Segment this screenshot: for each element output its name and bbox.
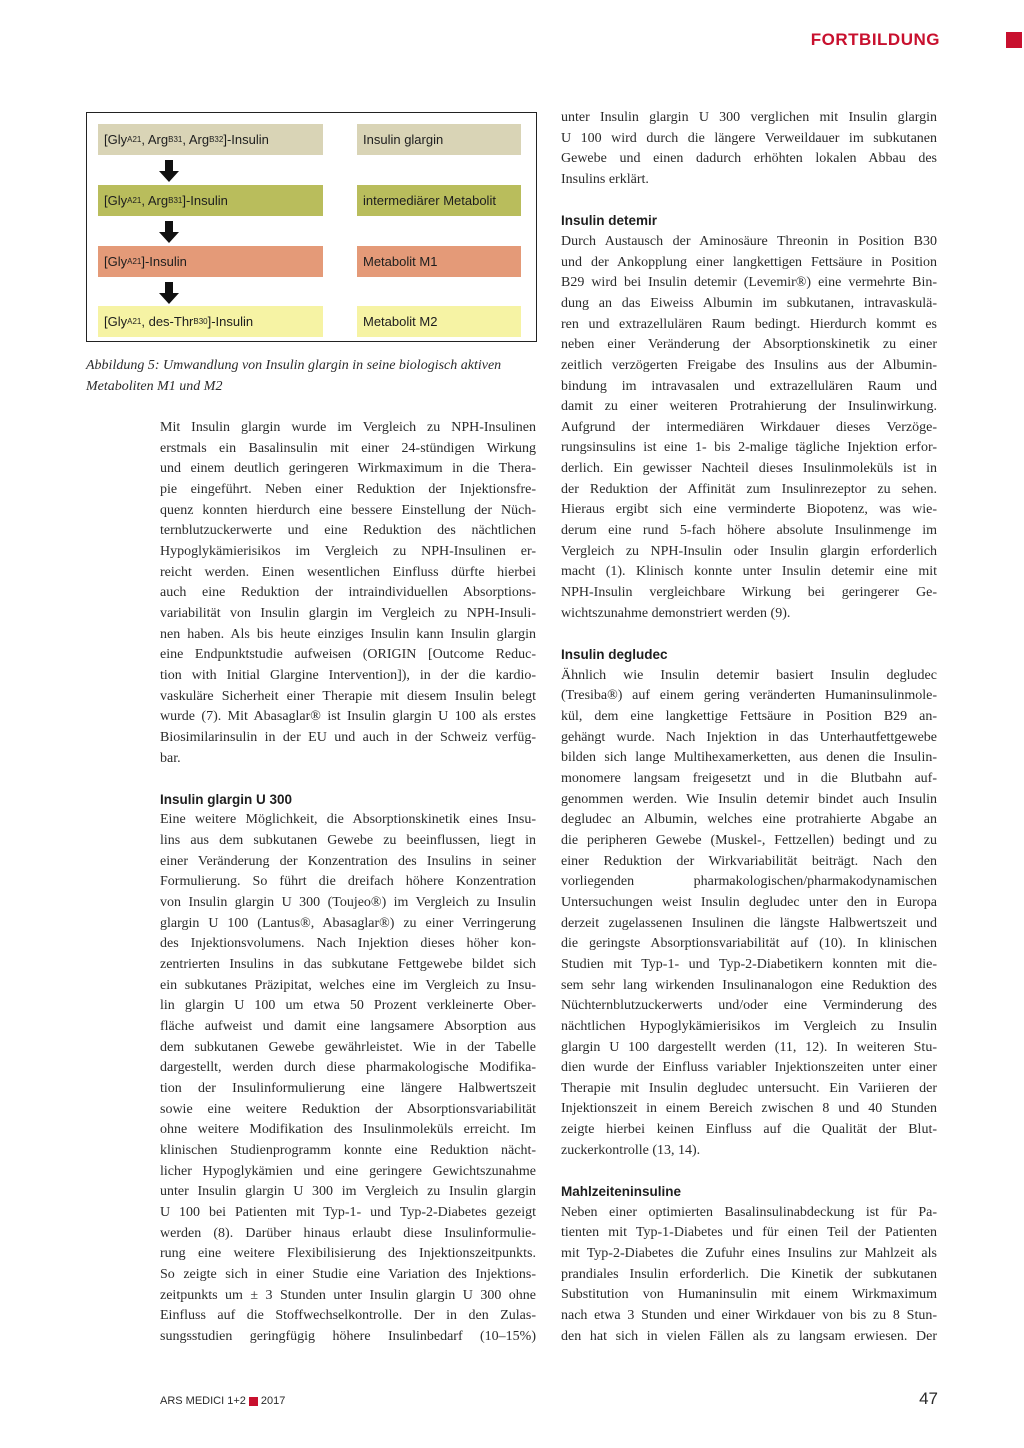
text-line: des Injektionsvolumens. Nach Injektion dieses höher kon- bbox=[160, 936, 536, 952]
paragraph-gap bbox=[561, 1161, 937, 1182]
insulin-structure-box: [Gly A21 , des-Thr B30 ]-Insulin bbox=[98, 306, 323, 337]
text-line: Untersuchungen weist Insulin degludec unter den in Europa bbox=[561, 894, 937, 910]
journal-name: ARS MEDICI 1+2 bbox=[160, 1395, 246, 1407]
text-line: und einem deutlich geringeren Wirkmaximum in die Thera- bbox=[160, 461, 536, 477]
text-line: kül, dem eine langkettige Fettsäure in Position B29 an- bbox=[561, 709, 937, 724]
text-line: und der Ankopplung einer langkettigen Fettsäure in Position bbox=[561, 254, 937, 270]
footer-journal bbox=[160, 1395, 285, 1407]
text-line: Nüchternblutzuckerwerts und/oder eine Verminderung des bbox=[561, 998, 937, 1014]
text-line: tienten mit Typ-1-Diabetes und für einen Teil der Patienten bbox=[561, 1225, 937, 1241]
text-line: sowie eine weitere Reduktion der Absorptionsvariabilität bbox=[160, 1101, 536, 1117]
text-line: unter Insulin glargin U 300 verglichen mit Insulin glargin bbox=[561, 110, 937, 125]
text-line: rung eine weitere Flexibilisierung des Injektionszeitpunkts. bbox=[160, 1246, 536, 1262]
text-line: dien wurde der Einfluss variabler Injektionszeiten unter einer bbox=[561, 1060, 937, 1076]
text-line: Eine weitere Möglichkeit, die Absorptionskinetik eines Insu- bbox=[160, 812, 536, 828]
text-line: Hieraus ergibt sich eine verminderte Biopotenz, was wie- bbox=[561, 502, 937, 518]
section-heading: Mahlzeiteninsuline bbox=[561, 1184, 682, 1200]
text-line: prandiales Insulin erforderlich. Die Kinetik der subkutanen bbox=[561, 1266, 937, 1282]
text-line: sungsstudien geringfügig höhere Insulinbedarf (10–15%) bbox=[160, 1328, 536, 1344]
text-line: variabilität von Insulin glargin im Vergleich zu NPH-Insuli- bbox=[160, 605, 536, 621]
text-line: Biosimilarinsulin in der EU und auch in der Schweiz verfüg- bbox=[160, 729, 536, 745]
text-line: degludec an Albumin, welches eine protrahierte Abgabe an bbox=[561, 812, 937, 828]
text-line: erstmals ein Basalinsulin mit einer 24-stündigen Wirkung bbox=[160, 440, 536, 456]
figure-caption: Abbildung 5: Umwandlung von Insulin glargin in seine biologisch aktiven Metaboliten M1 und M2 bbox=[86, 358, 502, 394]
text-line: Substitution von Humaninsulin mit einem Wirkmaximum bbox=[561, 1287, 937, 1303]
paragraph-gap bbox=[561, 624, 937, 645]
text-line: Vergleich zu NPH-Insulin oder Insulin glargin erforderlich bbox=[561, 543, 937, 559]
text-line: Hypoglykämierisikos im Vergleich zu NPH-Insulinen er- bbox=[160, 543, 536, 559]
text-line: vaskuläre Sicherheit einer Therapie mit diesem Insulin belegt bbox=[160, 688, 536, 704]
text-line: vorliegenden pharmakologischen/pharmakodynamischen bbox=[561, 874, 937, 890]
text-line: wurde (7). Mit Abasaglar® ist Insulin glargin U 100 als erstes bbox=[160, 709, 536, 725]
text-line: ternblutzuckerwerte und eine Reduktion des nächtlichen bbox=[160, 523, 536, 539]
insulin-structure-box: [Gly A21 ]-Insulin bbox=[98, 246, 323, 277]
text-line: B29 wird bei Insulin detemir (Levemir®) eine vermehrte Bin- bbox=[561, 275, 937, 291]
text-line: lins aus dem subkutanen Gewebe zu beeinflussen, liegt in bbox=[160, 833, 536, 849]
text-line: dargestellt, werden durch diese pharmakologische Modifika- bbox=[160, 1060, 536, 1076]
text-line: bilden sich lange Multihexamerketten, aus denen die Insulin- bbox=[561, 750, 937, 766]
text-line: U 100 bei Patienten mit Typ-1- und Typ-2-Diabetes gezeigt bbox=[160, 1204, 536, 1220]
section-marker bbox=[1006, 32, 1022, 48]
text-line: U 100 wird durch die längere Verweildauer im subkutanen bbox=[561, 130, 937, 146]
text-line: tion with Initial Glargine Intervention]), in der die kardio- bbox=[160, 667, 536, 683]
text-line: lin glargin U 100 um etwa 50 Prozent verkleinerte Ober- bbox=[160, 998, 536, 1014]
text-line: reicht werden. Einen wesentlichen Einfluss dürfte hierbei bbox=[160, 564, 536, 580]
text-line: werden (8). Darüber hinaus erlaubt diese Insulinformulie- bbox=[160, 1225, 536, 1241]
journal-year: 2017 bbox=[260, 1395, 286, 1407]
text-line: auch eine Reduktion der intraindividuellen Absorptions- bbox=[160, 585, 536, 601]
text-line: Therapie mit Insulin degludec untersucht. Ein Variieren der bbox=[561, 1080, 937, 1096]
text-line: Insulins erklärt. bbox=[561, 171, 649, 187]
section-heading: Insulin degludec bbox=[561, 647, 668, 663]
text-line: glargin U 100 (Lantus®, Abasaglar®) zu einer Verringerung bbox=[160, 915, 536, 931]
footer-marker bbox=[249, 1397, 258, 1406]
metabolite-name-box: Metabolit M1 bbox=[357, 246, 521, 277]
text-line: bar. bbox=[160, 750, 181, 766]
text-line: Durch Austausch der Aminosäure Threonin in Position B30 bbox=[561, 233, 937, 249]
text-line: sem sehr lang wirkenden Insulinanalogon eine Reduktion des bbox=[561, 977, 937, 993]
text-line: zuckerkontrolle (13, 14). bbox=[561, 1142, 701, 1158]
right-column bbox=[561, 108, 937, 1347]
text-line: Injektionszeit in einem Bereich zwischen 8 und 40 Stunden bbox=[561, 1101, 937, 1117]
text-line: wichtszunahme demonstriert werden (9). bbox=[561, 605, 791, 621]
text-line: klinischen Studienprogramm konnte eine Reduktion nächt- bbox=[160, 1142, 536, 1158]
text-line: die geringste Absorptionsvariabilität auf (10). In klinischen bbox=[561, 936, 937, 952]
text-line: derum eine rund 5-fach höhere absolute Insulinmenge im bbox=[561, 523, 937, 539]
text-line: mit Typ-2-Diabetes die Zufuhr eines Insulins zur Mahlzeit als bbox=[561, 1246, 937, 1262]
text-line: einer Veränderung der Konzentration des Insulins in seiner bbox=[160, 853, 536, 869]
text-line: fläche aufweist und damit eine langsamere Absorption aus bbox=[160, 1019, 536, 1035]
insulin-structure-box: [Gly A21 , Arg B31 , Arg B32 ]-Insulin bbox=[98, 124, 323, 155]
text-line: nächtlichen Hypoglykämierisikos im Vergleich zu Insulin bbox=[561, 1018, 937, 1034]
text-line: derzeit zugelassenen Insulinen die längste Halbwertszeit und bbox=[561, 915, 937, 931]
text-line: glargin U 100 dargestellt werden (11, 12). In weiteren Stu- bbox=[561, 1039, 937, 1055]
text-line: Einfluss auf die Stoffwechselkontrolle. Der in den Zulas- bbox=[160, 1308, 536, 1324]
text-line: nen haben. Als bis heute einziges Insulin kann Insulin glargin bbox=[160, 626, 536, 642]
text-line: Studien mit Typ-1- und Typ-2-Diabetikern konnten mit die- bbox=[561, 956, 937, 972]
text-line: Neben einer optimierten Basalinsulinabdeckung ist für Pa- bbox=[561, 1204, 937, 1220]
text-line: (Tresiba®) auf einem gering veränderten Humaninsulinmole- bbox=[561, 688, 937, 704]
figure-5 bbox=[86, 112, 537, 342]
text-line: zeitpunkts um ± 3 Stunden unter Insulin glargin U 300 ohne bbox=[160, 1287, 536, 1303]
text-line: NPH-Insulin vergleichbare Wirkung bei geringerer Ge- bbox=[561, 585, 937, 601]
text-line: zentrierten Insulins in das subkutane Fettgewebe bildet sich bbox=[160, 957, 536, 973]
text-line: licher Hypoglykämien und eine geringere Gewichtszunahme bbox=[160, 1163, 536, 1179]
text-line: dem subkutanen Gewebe gewährleistet. Wie in der Tabelle bbox=[160, 1039, 536, 1055]
text-line: monomere langsam freigesetzt und in die Blutbahn auf- bbox=[561, 770, 937, 786]
section-heading: Insulin detemir bbox=[561, 213, 658, 229]
text-line: zeitlich verzögerten Freigabe des Insulins aus der Albumin- bbox=[561, 357, 937, 373]
metabolite-name-box: intermediärer Metabolit bbox=[357, 185, 521, 216]
text-line: derlich. Ein gewisser Nachteil dieses Insulinmoleküls ist in bbox=[561, 461, 937, 477]
text-line: dung an das Eiweiss Albumin im subkutanen, intravaskulä- bbox=[561, 295, 937, 311]
text-line: bindung im intravasalen und extrazellulären Raum und bbox=[561, 378, 937, 394]
page-number: 47 bbox=[919, 1389, 938, 1408]
text-line: Ähnlich wie Insulin detemir basiert Insulin degludec bbox=[561, 667, 937, 683]
text-line: gehängt wurde. Nach Injektion in das Unterhautfettgewebe bbox=[561, 729, 937, 745]
down-arrow-icon bbox=[159, 160, 179, 182]
text-line: der Reduktion der Affinität zum Insulinrezeptor zu sehen. bbox=[561, 481, 937, 497]
metabolite-name-box: Insulin glargin bbox=[357, 124, 521, 155]
text-line: quenz konnten hierdurch eine bessere Einstellung der Nüch- bbox=[160, 502, 536, 518]
text-line: neben einer Veränderung der Absorptionskinetik zu einer bbox=[561, 337, 937, 353]
text-line: genommen werden. Wie Insulin detemir bindet auch Insulin bbox=[561, 791, 937, 807]
text-line: Gewebe und einen dadurch erhöhten lokalen Abbau des bbox=[561, 151, 937, 167]
text-line: pie eingeführt. Neben einer Reduktion der Injektionsfre- bbox=[160, 481, 536, 497]
text-line: unter Insulin glargin U 300 im Vergleich zu Insulin glargin bbox=[160, 1184, 536, 1200]
text-line: macht (1). Klinisch konnte unter Insulin detemir eine mit bbox=[561, 564, 937, 580]
down-arrow-icon bbox=[159, 282, 179, 304]
left-column bbox=[160, 418, 536, 1348]
text-line: die peripheren Gewebe (Muskel-, Fettzellen) bedingt und zu bbox=[561, 832, 937, 848]
text-line: tion der Insulinformulierung eine längere Halbwertszeit bbox=[160, 1080, 536, 1096]
section-heading: Insulin glargin U 300 bbox=[160, 791, 293, 807]
text-line: Aufgrund der intermediären Wirkdauer dieses Verzöge- bbox=[561, 419, 937, 435]
text-line: einer Reduktion der Wirkvariabilität beiträgt. Nach den bbox=[561, 853, 937, 869]
text-line: von Insulin glargin U 300 (Toujeo®) im Vergleich zu Insulin bbox=[160, 895, 536, 911]
text-line: rungsinsulins ist eine 1- bis 2-malige tägliche Injektion erfor- bbox=[561, 440, 937, 456]
section-label: FORTBILDUNG bbox=[810, 30, 940, 49]
text-line: ein subkutanes Präzipitat, welches eine im Vergleich zu Insu- bbox=[160, 977, 536, 993]
text-line: damit zu einer weiteren Protrahierung der Insulinwirkung. bbox=[561, 399, 937, 415]
text-line: eine Endpunktstudie aufweisen (ORIGIN [Outcome Reduc- bbox=[160, 647, 536, 663]
text-line: zeigte hierbei keinen Einfluss auf die Qualität der Blut- bbox=[561, 1122, 937, 1138]
text-line: ren und extrazellulären Raum bedingt. Hierdurch kommt es bbox=[561, 316, 937, 332]
text-line: den hat sich in vielen Fällen als zu langsam erwiesen. Der bbox=[561, 1328, 937, 1344]
metabolite-name-box: Metabolit M2 bbox=[357, 306, 521, 337]
insulin-structure-box: [Gly A21 , Arg B31 ]-Insulin bbox=[98, 185, 323, 216]
text-line: Formulierung. So führt die dreifach höhere Konzentration bbox=[160, 874, 536, 890]
paragraph-gap bbox=[561, 191, 937, 212]
text-line: nach etwa 3 Stunden und einer Wirkdauer von bis zu 8 Stun- bbox=[561, 1308, 937, 1324]
text-line: So zeigte sich in einer Studie eine Variation des Injektions- bbox=[160, 1266, 536, 1282]
text-line: Mit Insulin glargin wurde im Vergleich zu NPH-Insulinen bbox=[160, 420, 536, 435]
down-arrow-icon bbox=[159, 221, 179, 243]
paragraph-gap bbox=[160, 769, 536, 790]
text-line: ohne weitere Modifikation des Insulinmoleküls erreicht. Im bbox=[160, 1122, 536, 1138]
